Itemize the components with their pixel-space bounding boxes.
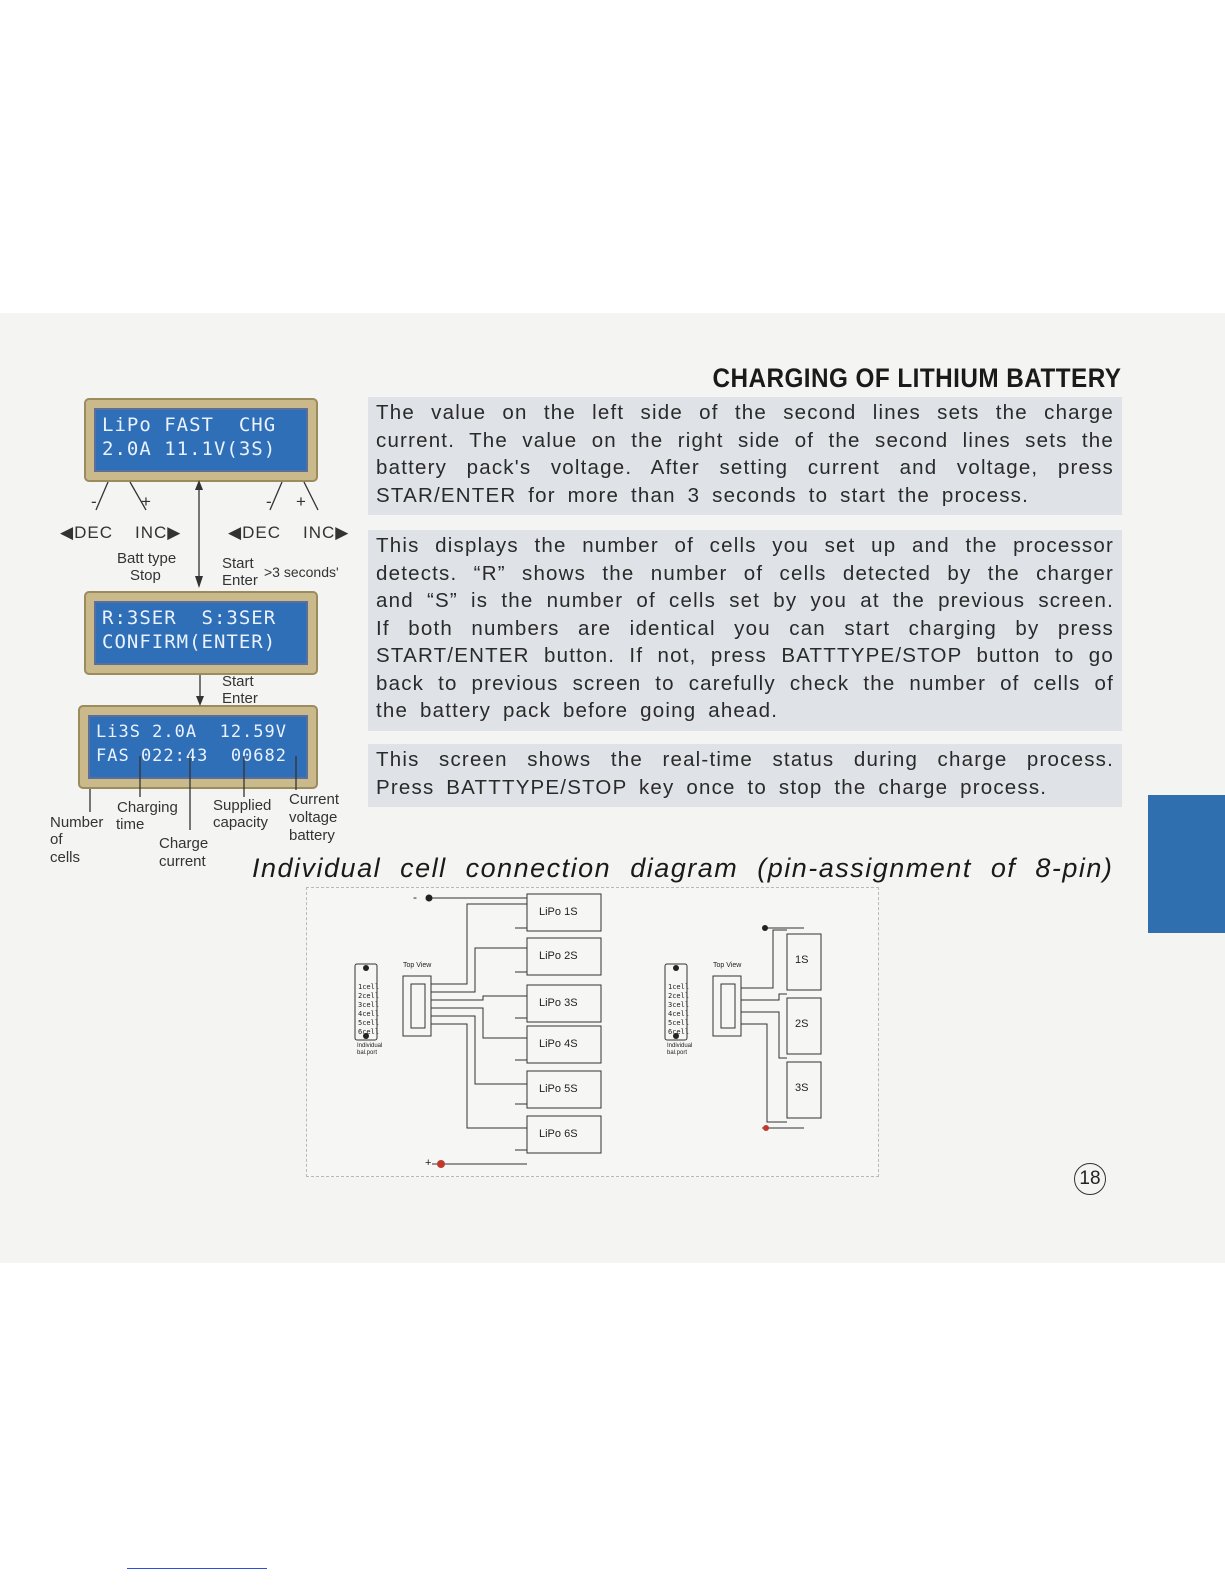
top-view-label-right: Top View bbox=[713, 962, 742, 969]
top-view-label: Top View bbox=[403, 962, 432, 969]
port-label-line: Individual bbox=[357, 1043, 383, 1049]
plus-label-left: + bbox=[141, 492, 152, 511]
diagram-wiring bbox=[307, 888, 878, 1176]
enter-label: Enter bbox=[222, 572, 258, 589]
lcd-flow-lines bbox=[0, 0, 380, 900]
legend-voltage: voltage bbox=[289, 809, 338, 826]
legend-current-voltage: Current bbox=[289, 791, 340, 808]
port-pin-list-right bbox=[668, 983, 689, 1037]
legend-cells: cells bbox=[50, 849, 81, 866]
pack-label: LiPo 6S bbox=[539, 1128, 578, 1140]
plus-label-right: + bbox=[296, 492, 307, 511]
minus-label-left: - bbox=[91, 492, 98, 511]
legend-charging: Charging bbox=[117, 799, 178, 816]
legend-current: current bbox=[159, 853, 206, 870]
chapter-tab bbox=[1148, 795, 1225, 933]
legend-charge: Charge bbox=[159, 835, 209, 852]
pin-label: 6cell bbox=[358, 1028, 380, 1036]
pin-label: 3cell bbox=[358, 1001, 380, 1009]
page-title: CHARGING OF LITHIUM BATTERY bbox=[711, 363, 1121, 393]
cell-connection-diagram bbox=[306, 887, 879, 1177]
paragraph-realtime-status: This screen shows the real-time status during charge process. Press BATTTYPE/STOP key once to stop the charge process. bbox=[368, 744, 1122, 807]
dec-button-left[interactable]: ◀DEC bbox=[60, 523, 113, 542]
start-label-2: Start bbox=[222, 673, 254, 690]
stop-label: Stop bbox=[130, 567, 161, 584]
legend-of: of bbox=[50, 831, 63, 848]
port-label bbox=[357, 1043, 382, 1057]
start-label: Start bbox=[222, 555, 254, 572]
diagram-subtitle: Individual cell connection diagram (pin-assignment of 8-pin) bbox=[252, 853, 1114, 883]
pack-label: LiPo 3S bbox=[539, 997, 578, 1009]
pos-terminal-label: + bbox=[425, 1157, 432, 1169]
pin-label: 2cell bbox=[668, 992, 690, 1000]
paragraph-charge-setting: The value on the left side of the second lines sets the charge current. The value on the right side of the second lines sets the battery pack's voltage. After setting current and voltage, press STAR/ENTER for more than 3 seconds to start the process. bbox=[368, 397, 1122, 515]
lcd-line-2: CONFIRM(ENTER) bbox=[102, 631, 277, 653]
port-label-line: bal.port bbox=[667, 1050, 688, 1056]
legend-supplied: Supplied bbox=[213, 797, 272, 814]
pin-label: 2cell bbox=[358, 992, 380, 1000]
pin-label: 3cell bbox=[668, 1001, 690, 1009]
pack-label: LiPo 1S bbox=[539, 906, 578, 918]
lcd-line-1: LiPo FAST CHG bbox=[102, 414, 277, 436]
enter-label-2: Enter bbox=[222, 690, 258, 707]
port-pin-list bbox=[358, 983, 379, 1037]
pin-label: 1cell bbox=[358, 983, 380, 991]
legend-time: time bbox=[116, 816, 145, 833]
pin-label: 1cell bbox=[668, 983, 690, 991]
legend-capacity: capacity bbox=[213, 814, 269, 831]
lcd-line-1: Li3S 2.0A 12.59V bbox=[96, 722, 287, 742]
legend-number: Number bbox=[50, 814, 104, 831]
pin-label: 4cell bbox=[358, 1010, 380, 1018]
page-number: 18 bbox=[1074, 1163, 1106, 1195]
pin-label: 4cell bbox=[668, 1010, 690, 1018]
port-label-right bbox=[667, 1043, 692, 1057]
port-label-line: bal.port bbox=[357, 1050, 378, 1056]
pack-label: LiPo 4S bbox=[539, 1038, 578, 1050]
pack-label: LiPo 5S bbox=[539, 1083, 578, 1095]
paragraph-cell-confirm: This displays the number of cells you set up and the processor detects. “R” shows the number of cells detected by the charger and “S” is the number of cells set by you at the previous screen. If both numbers are identical you can start charging by press START/ENTER button. If not, press BATTTYPE/STOP button to go back to previous screen to carefully check the number of cells of the battery pack before going ahead. bbox=[368, 530, 1122, 731]
dec-button-right[interactable]: ◀DEC bbox=[228, 523, 281, 542]
neg-terminal-label: - bbox=[413, 890, 417, 904]
seconds-label: >3 seconds' bbox=[264, 564, 339, 580]
pin-label: 5cell bbox=[668, 1019, 690, 1027]
pin-label: 5cell bbox=[358, 1019, 380, 1027]
batt-type-label: Batt type bbox=[117, 550, 177, 567]
port-label-line: Individual bbox=[667, 1043, 693, 1049]
minus-label-right: - bbox=[266, 492, 273, 511]
cell-label: 2S bbox=[795, 1018, 809, 1030]
cell-label: 3S bbox=[795, 1082, 809, 1094]
lcd-line-2: 2.0A 11.1V(3S) bbox=[102, 438, 277, 460]
pin-label: 6cell bbox=[668, 1028, 690, 1036]
pack-label: LiPo 2S bbox=[539, 950, 578, 962]
lcd-line-1: R:3SER S:3SER bbox=[102, 607, 277, 629]
legend-battery: battery bbox=[289, 827, 335, 844]
lcd-line-2: FAS 022:43 00682 bbox=[96, 746, 287, 766]
inc-button-right[interactable]: INC▶ bbox=[303, 523, 350, 542]
bottom-underline bbox=[127, 1568, 267, 1569]
inc-button-left[interactable]: INC▶ bbox=[135, 523, 182, 542]
cell-label: 1S bbox=[795, 954, 809, 966]
